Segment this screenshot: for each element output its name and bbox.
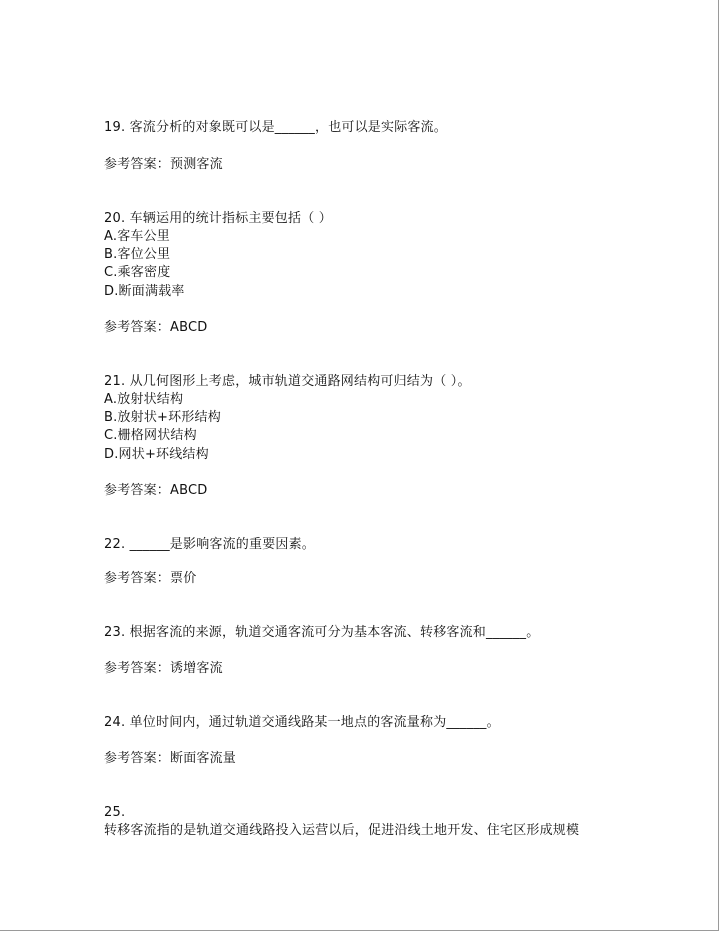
question-23-answer: 参考答案：诱增客流 [104, 661, 223, 676]
question-22-answer: 参考答案：票价 [104, 571, 197, 586]
question-20-option-c: C.乘客密度 [104, 265, 171, 280]
question-20-answer: 参考答案：ABCD [104, 320, 208, 335]
question-21-option-d: D.网状+环线结构 [104, 447, 209, 462]
question-19-stem: 19. 客流分析的对象既可以是______，也可以是实际客流。 [104, 120, 448, 135]
question-24-answer: 参考答案：断面客流量 [104, 751, 237, 766]
question-25-stem: 25. [104, 805, 126, 820]
question-21-answer: 参考答案：ABCD [104, 483, 208, 498]
question-22-stem: 22. ______是影响客流的重要因素。 [104, 537, 316, 552]
question-20-option-b: B.客位公里 [104, 247, 171, 262]
question-21-stem: 21. 从几何图形上考虑，城市轨道交通路网结构可归结为（ ）。 [104, 374, 471, 389]
question-21-option-a: A.放射状结构 [104, 392, 184, 407]
question-23-stem: 23. 根据客流的来源，轨道交通客流可分为基本客流、转移客流和______。 [104, 625, 540, 640]
question-25-text: 转移客流指的是轨道交通线路投入运营以后，促进沿线土地开发、住宅区形成规模 [104, 823, 580, 838]
question-20-stem: 20. 车辆运用的统计指标主要包括（ ） [104, 211, 332, 226]
question-21-option-c: C.栅格网状结构 [104, 428, 197, 443]
question-19-answer: 参考答案：预测客流 [104, 157, 223, 172]
question-20-option-d: D.断面满载率 [104, 284, 185, 299]
question-21-option-b: B.放射状+环形结构 [104, 410, 221, 425]
question-24-stem: 24. 单位时间内，通过轨道交通线路某一地点的客流量称为______。 [104, 715, 500, 730]
question-20-option-a: A.客车公里 [104, 229, 170, 244]
